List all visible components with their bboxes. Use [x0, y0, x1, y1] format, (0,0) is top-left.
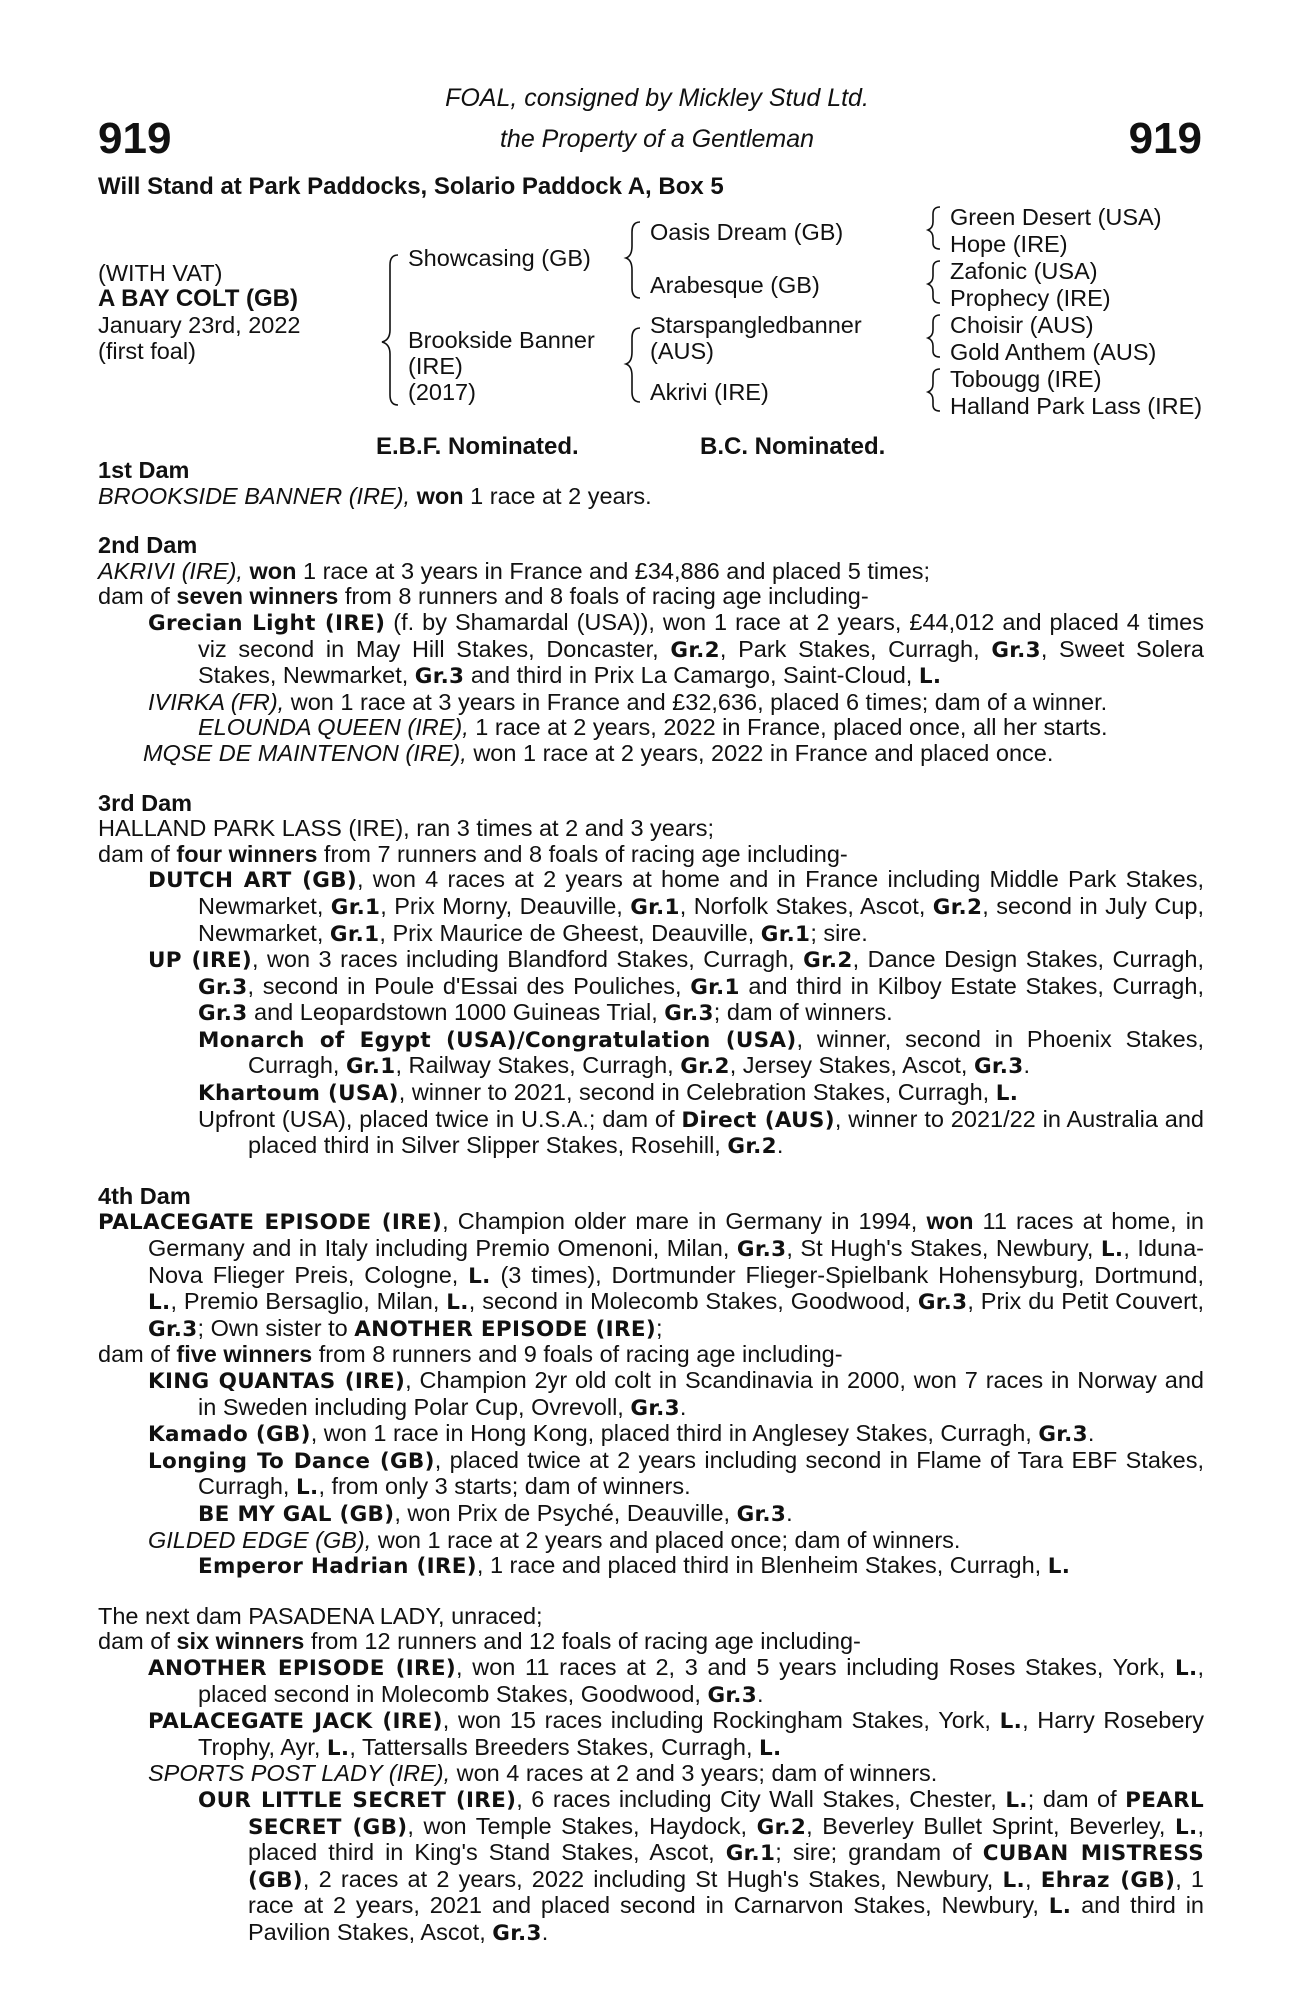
first-dam-section — [98, 458, 1204, 509]
grandproduce-emperor-hadrian: Emperor Hadrian (IRE), 1 race and placed third in Blenheim Stakes, Curragh, L. — [198, 1552, 1071, 1580]
grandproduce-monarch-of-egypt: Monarch of Egypt (USA)/Congratulation (USA), winner, second in Phoenix Stakes, Curragh, Gr.1, Railway Stakes, Curragh, Gr.2, Jersey Stakes, Ascot, Gr.3. — [198, 1025, 1204, 1080]
fourth-dam-produce-line: dam of five winners from 8 runners and 9 foals of racing age including- — [98, 1341, 843, 1368]
horse-name: A BAY COLT (GB) — [98, 285, 299, 312]
third-dam-line-2: dam of four winners from 7 runners and 8 foals of racing age including- — [98, 840, 848, 867]
dam-dam: Akrivi (IRE) — [650, 379, 769, 405]
sire-sire: Oasis Dream (GB) — [650, 219, 844, 245]
fourth-dam-heading: 4th Dam — [98, 1182, 191, 1209]
dam-sire-line-2: (AUS) — [650, 338, 714, 364]
catalogue-body — [98, 458, 1204, 1946]
second-dam-line-2: dam of seven winners from 8 runners and 8 foals of racing age including- — [98, 583, 869, 610]
gg-3: Zafonic (USA) — [950, 258, 1098, 284]
grandproduce-our-little-secret: OUR LITTLE SECRET (IRE), 6 races including City Wall Stakes, Chester, L.; dam of PEARL SECRET (GB), won Temple Stakes, Haydock, Gr.2, Beverley Bullet Sprint, Beverley, L., placed third in King's Stand Stakes, Ascot, Gr.1; sire; grandam of CUBAN MISTRESS (GB), 2 races at 2 years, 2022 including St Hugh's Stakes, Newbury, L., Ehraz (GB), 1 race at 2 years, 2021 and placed second in Carnarvon Stakes, Newbury, L. and third in Pavilion Stakes, Ascot, Gr.3. — [198, 1785, 1204, 1946]
produce-grecian-light: Grecian Light (IRE) (f. by Shamardal (USA)), won 1 race at 2 years, £44,012 and placed 4 times viz second in May Hill Stakes, Doncaster, Gr.2, Park Stakes, Curragh, Gr.3, Sweet Solera Stakes, Newmarket, Gr.3 and third in Prix La Camargo, Saint-Cloud, L. — [148, 608, 1204, 690]
next-dam-line-1: The next dam PASADENA LADY, unraced; — [98, 1602, 543, 1629]
produce-up: UP (IRE), won 3 races including Blandford Stakes, Curragh, Gr.2, Dance Design Stakes, Curragh, Gr.3, second in Poule d'Essai des Pouliches, Gr.1 and third in Kilboy Estate Stakes, Curragh, Gr.3 and Leopardstown 1000 Guineas Trial, Gr.3; dam of winners. — [148, 946, 1204, 1027]
date-of-birth: January 23rd, 2022 — [98, 312, 301, 338]
third-dam-line-1: HALLAND PARK LASS (IRE), ran 3 times at 2 and 3 years; — [98, 815, 715, 842]
gg-6: Gold Anthem (AUS) — [950, 339, 1157, 365]
third-dam-section — [98, 791, 1204, 1160]
sire: Showcasing (GB) — [408, 245, 591, 271]
dam-line-3: (2017) — [408, 379, 476, 405]
stand-location: Will Stand at Park Paddocks, Solario Paddock A, Box 5 — [98, 173, 724, 200]
ebf-nomination: E.B.F. Nominated. — [376, 433, 579, 460]
next-dam-line-2: dam of six winners from 12 runners and 12 foals of racing age including- — [98, 1628, 861, 1655]
produce-kamado: Kamado (GB), won 1 race in Hong Kong, placed third in Anglesey Stakes, Curragh, Gr.3. — [148, 1420, 1095, 1448]
produce-elounda-queen: ELOUNDA QUEEN (IRE), 1 race at 2 years, 2022 in France, placed once, all her starts. — [198, 714, 1108, 741]
dam-line-2: (IRE) — [408, 353, 463, 379]
gg-8: Halland Park Lass (IRE) — [950, 393, 1203, 419]
first-dam-heading: 1st Dam — [98, 457, 190, 483]
gg-4: Prophecy (IRE) — [950, 285, 1111, 311]
lot-number-right: 919 — [1128, 114, 1202, 163]
produce-longing-to-dance: Longing To Dance (GB), placed twice at 2 years including second in Flame of Tara EBF Stakes, Curragh, L., from only 3 starts; dam of winners. — [148, 1446, 1204, 1501]
property-line: the Property of a Gentleman — [499, 125, 815, 153]
produce-king-quantas: KING QUANTAS (IRE), Champion 2yr old colt in Scandinavia in 2000, won 7 races in Norway and in Sweden including Polar Cup, Ovrevoll, Gr.3. — [148, 1367, 1204, 1421]
produce-palacegate-jack: PALACEGATE JACK (IRE), won 15 races including Rockingham Stakes, York, L., Harry Rosebery Trophy, Ayr, L., Tattersalls Breeders Stakes, Curragh, L. — [148, 1707, 1204, 1761]
produce-ivirka: IVIRKA (FR), won 1 race at 3 years in France and £32,636, placed 6 times; dam of a winner. — [148, 688, 1108, 715]
gg-1: Green Desert (USA) — [950, 204, 1162, 230]
produce-dutch-art: DUTCH ART (GB), won 4 races at 2 years at home and in France including Middle Park Stakes, Newmarket, Gr.1, Prix Morny, Deauville, Gr.1, Norfolk Stakes, Ascot, Gr.2, second in July Cup, Newmarket, Gr.1, Prix Maurice de Gheest, Deauville, Gr.1; sire. — [148, 866, 1204, 947]
dam-sire-line-1: Starspangledbanner — [650, 312, 862, 338]
vat-note: (WITH VAT) — [98, 260, 223, 286]
produce-another-episode: ANOTHER EPISODE (IRE), won 11 races at 2, 3 and 5 years including Roses Stakes, York, L., placed second in Molecomb Stakes, Goodwood, Gr.3. — [148, 1653, 1204, 1708]
consignor-line: FOAL, consigned by Mickley Stud Ltd. — [445, 84, 869, 112]
second-dam-heading: 2nd Dam — [98, 532, 198, 559]
brace-sire — [626, 222, 640, 298]
foal-note: (first foal) — [98, 338, 196, 364]
gg-5: Choisir (AUS) — [950, 312, 1094, 338]
sire-dam: Arabesque (GB) — [650, 272, 820, 298]
gg-7: Tobougg (IRE) — [950, 366, 1102, 392]
bc-nomination: B.C. Nominated. — [700, 433, 886, 460]
first-dam-text: BROOKSIDE BANNER (IRE), won 1 race at 2 years. — [98, 482, 652, 509]
grandproduce-upfront: Upfront (USA), placed twice in U.S.A.; dam of Direct (AUS), winner to 2021/22 in Australia and placed third in Silver Slipper Stakes, Rosehill, Gr.2. — [198, 1105, 1204, 1160]
third-dam-heading: 3rd Dam — [98, 789, 193, 816]
brace-generation-1 — [382, 255, 398, 405]
second-dam-line-1: AKRIVI (IRE), won 1 race at 3 years in France and £34,886 and placed 5 times; — [98, 557, 931, 584]
brace-gs3 — [928, 315, 940, 357]
brace-gs2 — [928, 261, 940, 303]
grandproduce-be-my-gal: BE MY GAL (GB), won Prix de Psyché, Deauville, Gr.3. — [198, 1499, 793, 1527]
fourth-dam-palacegate-episode: PALACEGATE EPISODE (IRE), Champion older mare in Germany in 1994, won 11 races at home, in Germany and in Italy including Premio Omenoni, Milan, Gr.3, St Hugh's Stakes, Newbury, L., Iduna-Nova Flieger Preis, Cologne, L. (3 times), Dortmunder Flieger-Spielbank Hohensyburg, Dortmund, L., Premio Bersaglio, Milan, L., second in Molecomb Stakes, Goodwood, Gr.3, Prix du Petit Couvert, Gr.3; Own sister to ANOTHER EPISODE (IRE); — [98, 1208, 1205, 1342]
brace-gs4 — [928, 369, 940, 411]
brace-gs1 — [928, 207, 940, 249]
second-dam-section — [98, 533, 1204, 766]
gg-2: Hope (IRE) — [950, 231, 1068, 257]
brace-dam — [626, 328, 640, 402]
next-dam-section — [98, 1604, 1204, 1947]
produce-sports-post-lady: SPORTS POST LADY (IRE), won 4 races at 2 and 3 years; dam of winners. — [148, 1760, 938, 1787]
grandproduce-khartoum: Khartoum (USA), winner to 2021, second in Celebration Stakes, Curragh, L. — [198, 1079, 1019, 1107]
fourth-dam-section — [98, 1184, 1204, 1580]
dam-line-1: Brookside Banner — [408, 327, 595, 353]
lot-number-left: 919 — [98, 114, 172, 163]
produce-mqse-de-maintenon: MQSE DE MAINTENON (IRE), won 1 race at 2 years, 2022 in France and placed once. — [143, 739, 1054, 766]
produce-gilded-edge: GILDED EDGE (GB), won 1 race at 2 years and placed once; dam of winners. — [148, 1526, 961, 1553]
